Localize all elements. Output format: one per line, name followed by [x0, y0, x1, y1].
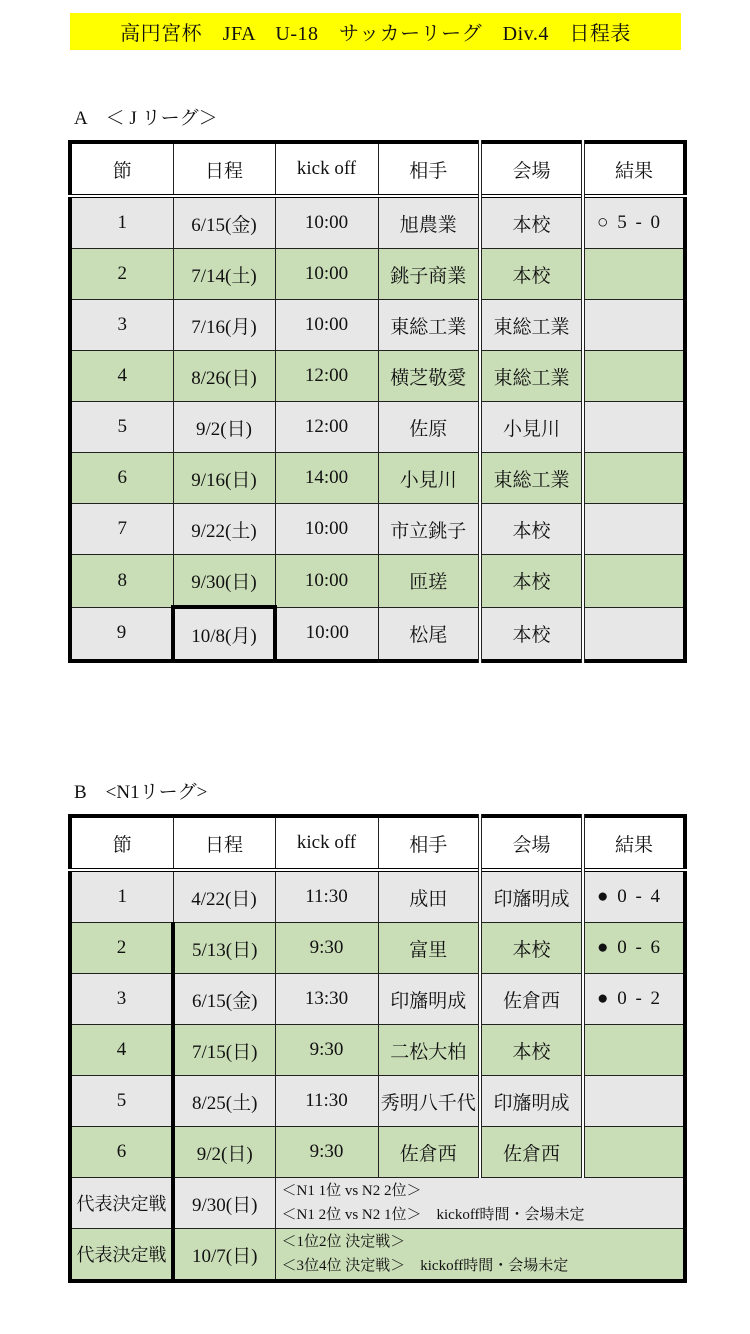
result-cell: ○ 5 - 0	[583, 196, 685, 249]
kickoff-cell: 10:00	[275, 504, 378, 555]
playoff-note-line1: ＜N1 1位 vs N2 2位＞	[281, 1183, 422, 1199]
venue-cell: 本校	[480, 555, 583, 608]
round-cell: 6	[70, 1127, 173, 1178]
round-cell: 1	[70, 870, 173, 923]
opponent-cell: 横芝敬愛	[378, 351, 480, 402]
result-cell: ● 0 - 4	[583, 870, 685, 923]
table-row	[70, 300, 685, 351]
page-title: 高円宮杯 JFA U-18 サッカーリーグ Div.4 日程表	[70, 13, 681, 50]
header-opponent: 相手	[378, 816, 480, 870]
table-row	[70, 453, 685, 504]
venue-cell: 佐倉西	[480, 974, 583, 1025]
table-row	[70, 402, 685, 453]
round-cell: 5	[70, 402, 173, 453]
venue-cell: 本校	[480, 504, 583, 555]
venue-cell: 佐倉西	[480, 1127, 583, 1178]
header-venue: 会場	[480, 142, 583, 196]
table-header	[70, 142, 685, 196]
header-result: 結果	[583, 816, 685, 870]
date-cell: 7/16(月)	[173, 300, 275, 351]
kickoff-cell: 13:30	[275, 974, 378, 1025]
kickoff-cell: 10:00	[275, 607, 378, 661]
result-cell: ● 0 - 6	[583, 923, 685, 974]
venue-cell: 東総工業	[480, 300, 583, 351]
section-a-label: A ＜ J リーグ＞	[74, 108, 218, 129]
table-row	[70, 607, 685, 661]
table-row	[70, 1076, 685, 1127]
opponent-cell: 富里	[378, 923, 480, 974]
opponent-cell: 東総工業	[378, 300, 480, 351]
playoff-row	[70, 1229, 685, 1282]
kickoff-cell: 11:30	[275, 870, 378, 923]
opponent-cell: 二松大柏	[378, 1025, 480, 1076]
round-cell: 4	[70, 351, 173, 402]
result-cell	[583, 1076, 685, 1127]
table-row	[70, 974, 685, 1025]
result-cell	[583, 504, 685, 555]
header-round: 節	[70, 142, 173, 196]
round-cell: 5	[70, 1076, 173, 1127]
round-cell: 9	[70, 607, 173, 661]
date-cell: 9/30(日)	[173, 1178, 275, 1229]
header-kickoff: kick off	[275, 142, 378, 196]
kickoff-cell: 10:00	[275, 300, 378, 351]
opponent-cell: 市立銚子	[378, 504, 480, 555]
date-cell: 8/25(土)	[173, 1076, 275, 1127]
header-kickoff: kick off	[275, 816, 378, 870]
venue-cell: 本校	[480, 196, 583, 249]
round-cell: 2	[70, 923, 173, 974]
header-venue: 会場	[480, 816, 583, 870]
round-cell: 8	[70, 555, 173, 608]
venue-cell: 本校	[480, 923, 583, 974]
section-a-table	[68, 140, 687, 663]
round-cell: 4	[70, 1025, 173, 1076]
round-cell: 代表決定戦	[70, 1178, 173, 1229]
kickoff-cell: 10:00	[275, 196, 378, 249]
round-cell: 3	[70, 300, 173, 351]
table-row	[70, 923, 685, 974]
table-row	[70, 870, 685, 923]
result-cell	[583, 300, 685, 351]
kickoff-cell: 12:00	[275, 402, 378, 453]
header-date: 日程	[173, 142, 275, 196]
table-row	[70, 555, 685, 608]
round-cell: 1	[70, 196, 173, 249]
result-cell	[583, 453, 685, 504]
round-cell: 7	[70, 504, 173, 555]
opponent-cell: 銚子商業	[378, 249, 480, 300]
table-row	[70, 504, 685, 555]
kickoff-cell: 9:30	[275, 1025, 378, 1076]
venue-cell: 東総工業	[480, 453, 583, 504]
date-cell: 9/30(日)	[173, 555, 275, 608]
header-round: 節	[70, 816, 173, 870]
date-cell: 10/7(日)	[173, 1229, 275, 1282]
table-row	[70, 249, 685, 300]
table-row	[70, 196, 685, 249]
date-cell: 10/8(月)	[173, 607, 275, 661]
opponent-cell: 匝瑳	[378, 555, 480, 608]
playoff-note-line1: ＜1位2位 決定戦＞	[281, 1234, 406, 1250]
venue-cell: 本校	[480, 1025, 583, 1076]
result-cell	[583, 1025, 685, 1076]
playoff-note-line2: ＜N1 2位 vs N2 1位＞ kickoff時間・会場未定	[281, 1207, 585, 1223]
date-cell: 7/14(土)	[173, 249, 275, 300]
result-cell	[583, 1127, 685, 1178]
opponent-cell: 旭農業	[378, 196, 480, 249]
date-cell: 9/2(日)	[173, 1127, 275, 1178]
round-cell: 6	[70, 453, 173, 504]
result-cell	[583, 555, 685, 608]
playoff-note	[275, 1178, 685, 1229]
header-opponent: 相手	[378, 142, 480, 196]
opponent-cell: 佐倉西	[378, 1127, 480, 1178]
opponent-cell: 秀明八千代	[378, 1076, 480, 1127]
venue-cell: 小見川	[480, 402, 583, 453]
date-cell: 8/26(日)	[173, 351, 275, 402]
venue-cell: 本校	[480, 249, 583, 300]
opponent-cell: 印旛明成	[378, 974, 480, 1025]
kickoff-cell: 10:00	[275, 249, 378, 300]
kickoff-cell: 9:30	[275, 923, 378, 974]
table-header	[70, 816, 685, 870]
table-row	[70, 351, 685, 402]
kickoff-cell: 14:00	[275, 453, 378, 504]
kickoff-cell: 10:00	[275, 555, 378, 608]
section-b-label: B <N1リーグ>	[74, 782, 208, 803]
date-cell: 4/22(日)	[173, 870, 275, 923]
venue-cell: 印旛明成	[480, 1076, 583, 1127]
opponent-cell: 小見川	[378, 453, 480, 504]
result-cell: ● 0 - 2	[583, 974, 685, 1025]
round-cell: 2	[70, 249, 173, 300]
kickoff-cell: 11:30	[275, 1076, 378, 1127]
opponent-cell: 成田	[378, 870, 480, 923]
date-cell: 9/2(日)	[173, 402, 275, 453]
result-cell	[583, 607, 685, 661]
date-cell: 9/16(日)	[173, 453, 275, 504]
kickoff-cell: 12:00	[275, 351, 378, 402]
venue-cell: 本校	[480, 607, 583, 661]
table-row	[70, 1025, 685, 1076]
result-cell	[583, 351, 685, 402]
date-cell: 9/22(土)	[173, 504, 275, 555]
date-cell: 6/15(金)	[173, 974, 275, 1025]
date-cell: 7/15(日)	[173, 1025, 275, 1076]
result-cell	[583, 402, 685, 453]
opponent-cell: 松尾	[378, 607, 480, 661]
venue-cell: 印旛明成	[480, 870, 583, 923]
playoff-note-line2: ＜3位4位 決定戦＞ kickoff時間・会場未定	[281, 1258, 569, 1274]
round-cell: 3	[70, 974, 173, 1025]
venue-cell: 東総工業	[480, 351, 583, 402]
result-cell	[583, 249, 685, 300]
header-date: 日程	[173, 816, 275, 870]
kickoff-cell: 9:30	[275, 1127, 378, 1178]
table-row	[70, 1127, 685, 1178]
header-result: 結果	[583, 142, 685, 196]
round-cell: 代表決定戦	[70, 1229, 173, 1282]
opponent-cell: 佐原	[378, 402, 480, 453]
date-cell: 5/13(日)	[173, 923, 275, 974]
section-b-table	[68, 814, 687, 1283]
playoff-note	[275, 1229, 685, 1282]
playoff-row	[70, 1178, 685, 1229]
date-cell: 6/15(金)	[173, 196, 275, 249]
